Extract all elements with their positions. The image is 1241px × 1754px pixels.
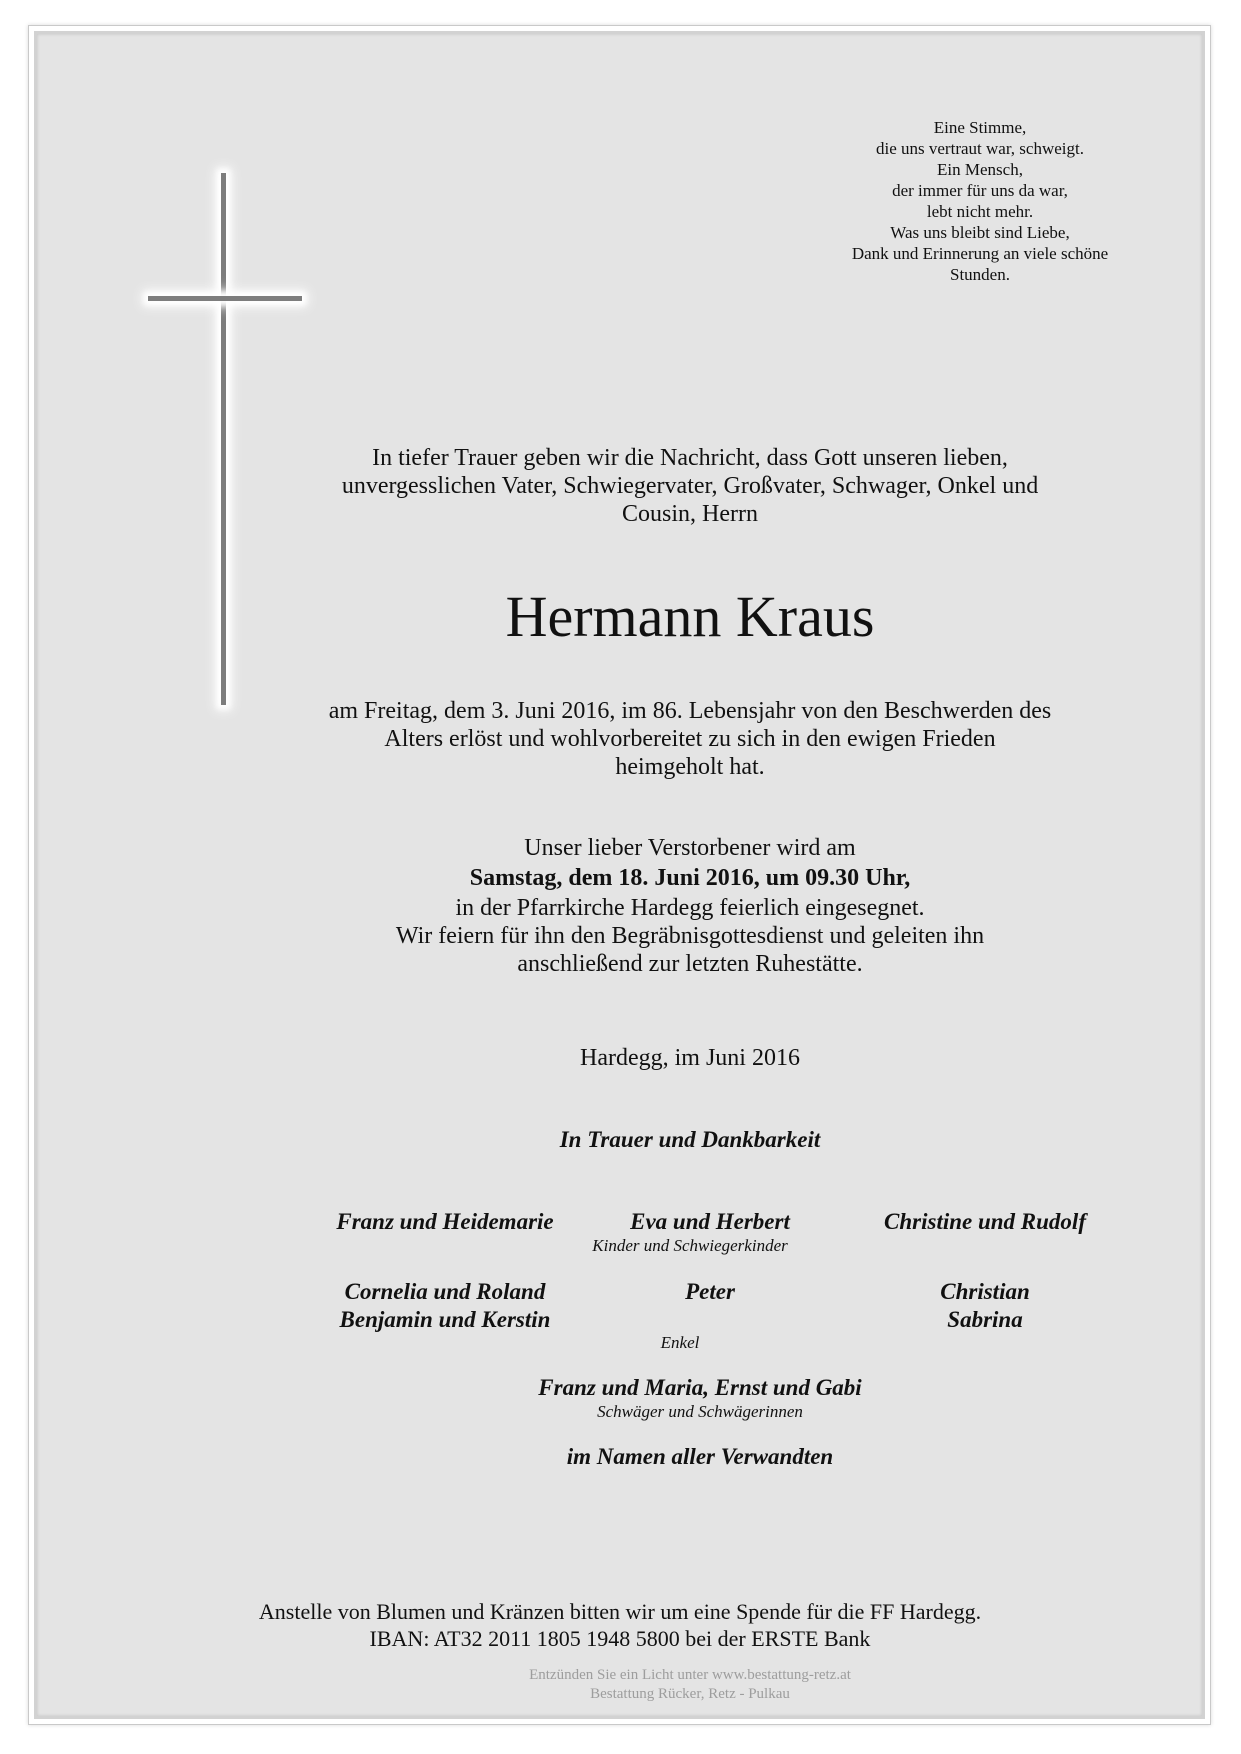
grandchild-name: Peter	[685, 1279, 735, 1304]
death-line: am Freitag, dem 3. Juni 2016, im 86. Lebensjahr von den Beschwerden des	[328, 698, 1052, 724]
funeral-line: in der Pfarrkirche Hardegg feierlich eingesegnet.	[455, 895, 925, 921]
child-name: Christine und Rudolf	[884, 1209, 1086, 1234]
funeral-line: anschließend zur letzten Ruhestätte.	[517, 951, 863, 977]
poem-line: die uns vertraut war, schweigt.	[876, 139, 1084, 158]
grandchild-name: Cornelia und Roland	[344, 1279, 546, 1304]
closing-line: im Namen aller Verwandten	[566, 1444, 834, 1469]
credits	[240, 1666, 1140, 1704]
in-laws-names: Franz und Maria, Ernst und Gabi	[538, 1375, 862, 1400]
in-laws-caption: Schwäger und Schwägerinnen	[597, 1402, 803, 1421]
poem	[810, 117, 1150, 285]
poem-line: der immer für uns da war,	[892, 181, 1068, 200]
grandchildren-caption: Enkel	[660, 1333, 700, 1352]
child-name: Franz und Heidemarie	[336, 1209, 554, 1234]
mourning-heading: In Trauer und Dankbarkeit	[559, 1127, 821, 1152]
funeral-home: Bestattung Rücker, Retz - Pulkau	[590, 1686, 790, 1702]
poem-line: lebt nicht mehr.	[926, 202, 1034, 221]
candle-link[interactable]: Entzünden Sie ein Licht unter www.bestattung-retz.at	[529, 1667, 851, 1683]
intro-line: unvergesslichen Vater, Schwiegervater, Großvater, Schwager, Onkel und	[341, 473, 1039, 499]
intro-line: Cousin, Herrn	[622, 501, 758, 527]
poem-line: Eine Stimme,	[933, 118, 1027, 137]
death-line: heimgeholt hat.	[615, 754, 765, 780]
donation-line: Anstelle von Blumen und Kränzen bitten wir um eine Spende für die FF Hardegg.	[258, 1599, 982, 1624]
grandchild-name: Christian	[940, 1279, 1030, 1304]
death-notice	[240, 697, 1140, 781]
intro-line: In tiefer Trauer geben wir die Nachricht, dass Gott unseren lieben,	[372, 445, 1008, 471]
children-caption: Kinder und Schwiegerkinder	[592, 1236, 788, 1255]
deceased-name: Hermann Kraus	[505, 584, 875, 649]
poem-line: Ein Mensch,	[937, 160, 1023, 179]
funeral-line: Wir feiern für ihn den Begräbnisgottesdienst und geleiten ihn	[395, 923, 985, 949]
poem-line: Stunden.	[950, 265, 1010, 284]
cross-horizontal-bar	[148, 296, 302, 301]
place-date: Hardegg, im Juni 2016	[580, 1045, 800, 1071]
poem-line: Dank und Erinnerung an viele schöne	[851, 244, 1109, 263]
funeral-details	[240, 834, 1140, 978]
grandchild-name: Sabrina	[947, 1307, 1023, 1332]
donation-iban: IBAN: AT32 2011 1805 1948 5800 bei der ERSTE Bank	[369, 1626, 871, 1651]
poem-line: Was uns bleibt sind Liebe,	[890, 223, 1070, 242]
child-name: Eva und Herbert	[630, 1209, 790, 1234]
death-line: Alters erlöst und wohlvorbereitet zu sich in den ewigen Frieden	[384, 726, 996, 752]
donation-note	[170, 1598, 1070, 1652]
funeral-date-time: Samstag, dem 18. Juni 2016, um 09.30 Uhr,	[469, 865, 911, 891]
funeral-line: Unser lieber Verstorbener wird am	[524, 835, 856, 861]
intro-text	[240, 444, 1140, 528]
grandchild-name: Benjamin und Kerstin	[339, 1307, 551, 1332]
cross-vertical-bar	[221, 173, 226, 705]
